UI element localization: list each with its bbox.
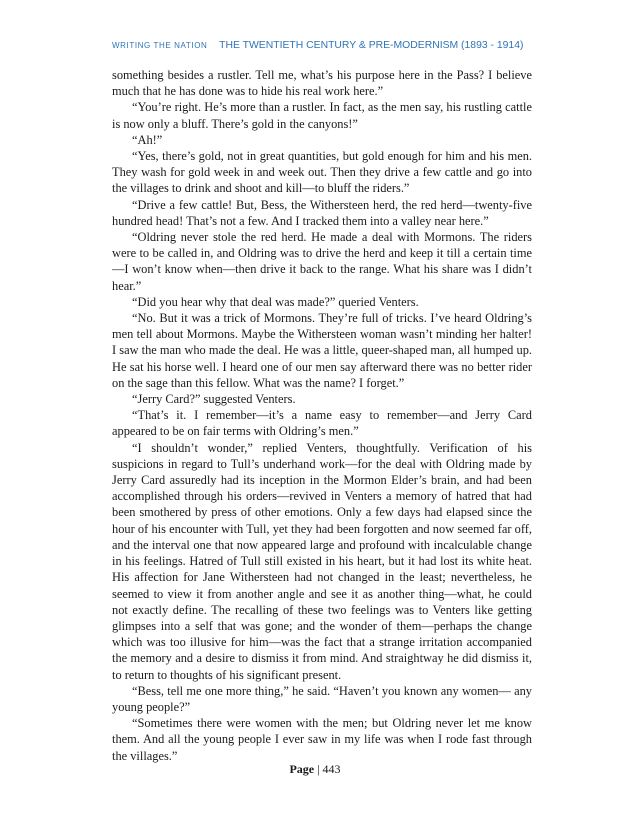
paragraph: “No. But it was a trick of Mormons. They’re full of tricks. I’ve heard Oldring’s men tell about Mormons. Maybe the Withersteen woman wasn’t minding her halter! I saw the man who made the deal. He was a little, queer-shaped man, all humped up. He sat his horse well. I heard one of our men say afterward there was no better rider on the sage than this fellow. What was the name? I forget.” (112, 311, 532, 390)
body-text (112, 67, 532, 764)
paragraph: “Sometimes there were women with the men; but Oldring never let me know them. And all the young people I ever saw in my life was when I rode fast through the villages.” (112, 716, 532, 763)
paragraph: “Yes, there’s gold, not in great quantities, but gold enough for him and his men. They wash for gold week in and week out. Then they drive a few cattle and go into the villages to drink and shoot and kill—to bluff the riders.” (112, 149, 532, 196)
paragraph: “Oldring never stole the red herd. He made a deal with Mormons. The riders were to be called in, and Oldring was to drive the herd and keep it till a certain time—I won’t know when—then drive it back to the range. What his share was I didn’t hear.” (112, 230, 532, 293)
page-separator: | (317, 762, 320, 776)
paragraph: “Bess, tell me one more thing,” he said. “Haven’t you known any women— any young people?” (112, 683, 532, 714)
page-footer (0, 762, 630, 777)
paragraph: “Did you hear why that deal was made?” queried Venters. (132, 294, 419, 309)
page-number: 443 (322, 762, 341, 776)
header-section-title: WRITING THE NATION (112, 41, 208, 50)
paragraph: “I shouldn’t wonder,” replied Venters, thoughtfully. Verification of his suspicions in regard to Tull’s underhand work—for the deal with Oldring made by Jerry Card assuredly had its inception in the Mormon Elder’s brain, and had been accomplished through his orders—revived in Venters a memory of hatred that had been smothered by press of other emotions. Only a few days had elapsed since the hour of his encounter with Tull, yet they had been forgotten and now seemed far off, and the interval one that now appeared large and profound with incalculable change in his feelings. Hatred of Tull still existed in his heart, but it had lost its white heat. His affection for Jane Withersteen had not changed in the least; nevertheless, he seemed to view it from another angle and see it as another thing—what, he could not exactly define. The recalling of these two feelings was to Venters like getting glimpses into a self that was gone; and the wonder of them—perhaps the change which was too illusive for him—was the fact that a strange irritation accompanied the memory and a desire to dismiss it from mind. And straightway he did dismiss it, to return to thoughts of his significant present. (112, 440, 532, 682)
paragraph: “That’s it. I remember—it’s a name easy to remember—and Jerry Card appeared to be on fair terms with Oldring’s men.” (112, 408, 532, 439)
page-label: Page (289, 762, 315, 776)
paragraph: “Ah!” (132, 132, 163, 147)
paragraph: “You’re right. He’s more than a rustler. In fact, as the men say, his rustling cattle is now only a bluff. There’s gold in the canyons!” (112, 100, 532, 131)
paragraph: something besides a rustler. Tell me, what’s his purpose here in the Pass? I believe much that he has done was to hide his real work here.” (112, 68, 532, 99)
paragraph: “Jerry Card?” suggested Venters. (132, 392, 296, 407)
running-header (112, 40, 532, 51)
header-chapter-title: THE TWENTIETH CENTURY & PRE-MODERNISM (1893 - 1914) (219, 40, 524, 51)
paragraph: “Drive a few cattle! But, Bess, the Withersteen herd, the red herd—twenty-five hundred head! That’s not a few. And I tracked them into a valley near here.” (112, 197, 532, 228)
